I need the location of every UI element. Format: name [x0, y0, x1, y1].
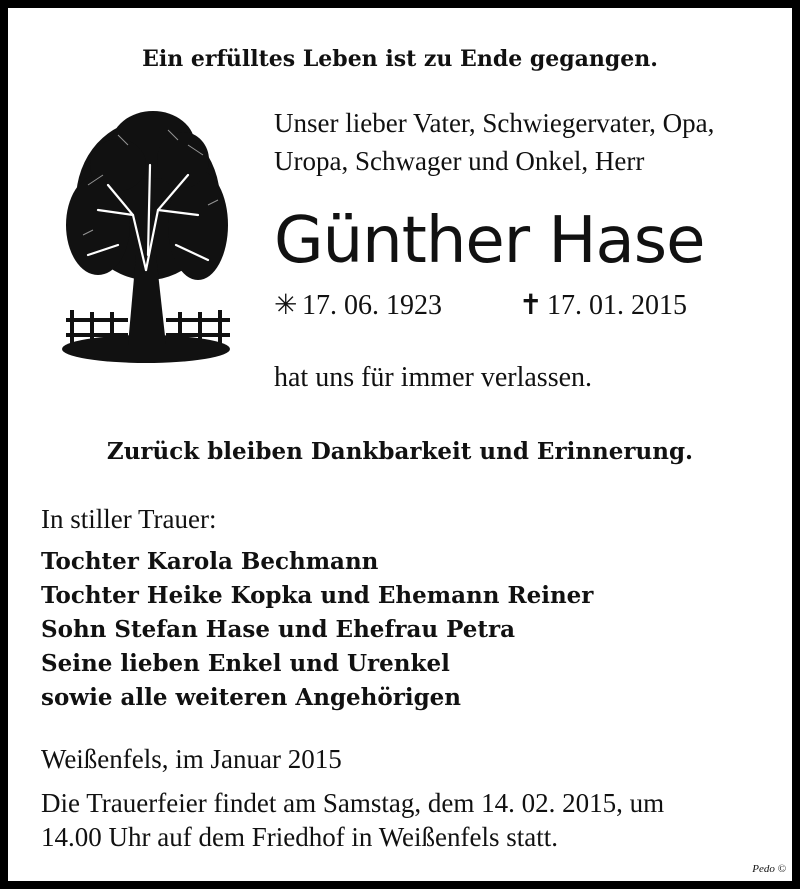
asterisk-icon: ✳: [274, 290, 298, 321]
mourner-item: Tochter Heike Kopka und Ehemann Reiner: [41, 582, 594, 609]
tree-icon: [58, 105, 233, 367]
passed-away-text: hat uns für immer verlassen.: [274, 362, 593, 393]
funeral-line-1: Die Trauerfeier findet am Samstag, dem 14. 02. 2015, um: [41, 788, 665, 818]
cross-icon: ✝: [519, 290, 543, 321]
death-date-group: [519, 288, 687, 322]
birth-date-group: [274, 288, 512, 322]
mourners-list: [41, 545, 593, 715]
funeral-line-2: 14.00 Uhr auf dem Friedhof in Weißenfels statt.: [41, 822, 558, 852]
intro-line-2: Uropa, Schwager und Onkel, Herr: [274, 146, 645, 176]
life-dates: [274, 288, 687, 322]
intro-text: [274, 104, 774, 180]
remembrance-line: Zurück bleiben Dankbarkeit und Erinnerung.: [106, 438, 694, 465]
birth-date: 17. 06. 1923: [302, 290, 442, 321]
headline: Ein erfülltes Leben ist zu Ende gegangen.: [142, 46, 658, 72]
mourner-item: Seine lieben Enkel und Urenkel: [41, 650, 450, 677]
death-date: 17. 01. 2015: [547, 290, 687, 321]
obituary-card: [8, 8, 792, 881]
credit-mark: Pedo ©: [752, 863, 786, 875]
mourner-item: sowie alle weiteren Angehörigen: [41, 684, 462, 711]
deceased-name: Günther Hase: [274, 204, 705, 278]
intro-line-1: Unser lieber Vater, Schwiegervater, Opa,: [274, 108, 715, 138]
funeral-notice: [41, 786, 781, 854]
mourning-label: In stiller Trauer:: [41, 504, 217, 534]
mourner-item: Sohn Stefan Hase und Ehefrau Petra: [41, 616, 516, 643]
place-date: Weißenfels, im Januar 2015: [41, 744, 342, 774]
mourner-item: Tochter Karola Bechmann: [41, 548, 379, 575]
